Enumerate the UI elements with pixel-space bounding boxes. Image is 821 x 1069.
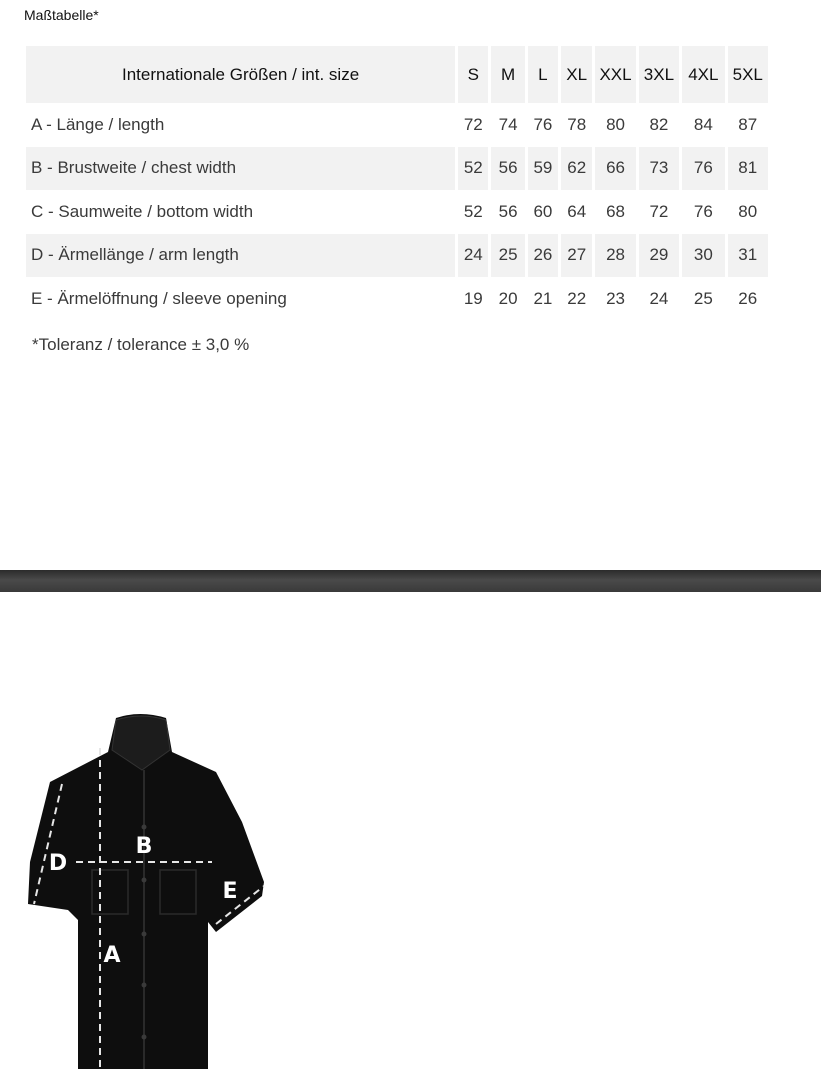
row-label: E - Ärmelöffnung / sleeve opening: [31, 288, 287, 308]
table-cell: 84: [693, 114, 713, 134]
table-cell: 30: [682, 234, 724, 278]
table-cell: 23: [606, 288, 625, 308]
table-cell: 56: [498, 201, 518, 221]
shirt-button: [142, 878, 147, 883]
table-cell: 56: [491, 147, 524, 191]
shirt-measurement-diagram: [20, 712, 270, 1069]
row-label: D - Ärmellänge / arm length: [26, 234, 455, 278]
table-cell: 74: [498, 114, 518, 134]
table-header-row: [26, 46, 768, 103]
table-cell: 76: [533, 114, 553, 134]
table-cell: 25: [693, 288, 713, 308]
table-row: [26, 234, 768, 278]
table-cell: 20: [498, 288, 518, 308]
table-cell: 80: [606, 114, 625, 134]
table-header-label: Internationale Größen / int. size: [26, 46, 455, 103]
measure-label-e: E: [222, 879, 238, 904]
measure-label-d: D: [48, 851, 68, 876]
table-cell: 24: [649, 288, 669, 308]
table-cell: 52: [463, 201, 483, 221]
table-cell: 26: [528, 234, 558, 278]
shirt-button: [142, 932, 147, 937]
size-header-s: S: [458, 46, 488, 103]
table-row: [26, 190, 768, 234]
table-row: [26, 103, 768, 147]
size-table: [23, 46, 771, 321]
table-cell: 76: [693, 201, 713, 221]
table-cell: 78: [567, 114, 587, 134]
row-label: C - Saumweite / bottom width: [31, 201, 254, 221]
table-cell: 19: [463, 288, 483, 308]
size-header-m: M: [491, 46, 524, 103]
size-header-xl: XL: [561, 46, 592, 103]
table-cell: 60: [533, 201, 553, 221]
table-cell: 29: [639, 234, 679, 278]
measure-label-a: A: [103, 943, 121, 968]
table-cell: 73: [639, 147, 679, 191]
table-cell: 52: [458, 147, 488, 191]
table-cell: 26: [738, 288, 758, 308]
table-cell: 87: [738, 114, 758, 134]
table-cell: 66: [595, 147, 635, 191]
size-header-4xl: 4XL: [682, 46, 724, 103]
table-cell: 22: [567, 288, 587, 308]
shirt-button: [142, 1035, 147, 1040]
shirt-button: [142, 983, 147, 988]
table-cell: 31: [728, 234, 768, 278]
table-cell: 64: [567, 201, 587, 221]
table-cell: 80: [738, 201, 758, 221]
table-cell: 27: [561, 234, 592, 278]
size-header-l: L: [528, 46, 558, 103]
table-cell: 81: [728, 147, 768, 191]
table-cell: 25: [491, 234, 524, 278]
table-row: [26, 277, 768, 321]
table-cell: 72: [463, 114, 483, 134]
table-cell: 21: [533, 288, 553, 308]
size-header-5xl: 5XL: [728, 46, 768, 103]
size-header-xxl: XXL: [595, 46, 635, 103]
table-cell: 24: [458, 234, 488, 278]
row-label: A - Länge / length: [31, 114, 165, 134]
size-header-3xl: 3XL: [639, 46, 679, 103]
measure-label-b: B: [135, 834, 153, 859]
table-cell: 59: [528, 147, 558, 191]
table-cell: 28: [595, 234, 635, 278]
tolerance-note: *Toleranz / tolerance ± 3,0 %: [32, 335, 250, 354]
table-cell: 82: [649, 114, 669, 134]
row-label: B - Brustweite / chest width: [26, 147, 455, 191]
page-title: Maßtabelle*: [24, 7, 99, 23]
table-row: [26, 147, 768, 191]
table-cell: 72: [649, 201, 669, 221]
table-cell: 68: [606, 201, 625, 221]
table-cell: 76: [682, 147, 724, 191]
section-divider: [0, 570, 821, 592]
table-cell: 62: [561, 147, 592, 191]
shirt-button: [142, 825, 147, 830]
